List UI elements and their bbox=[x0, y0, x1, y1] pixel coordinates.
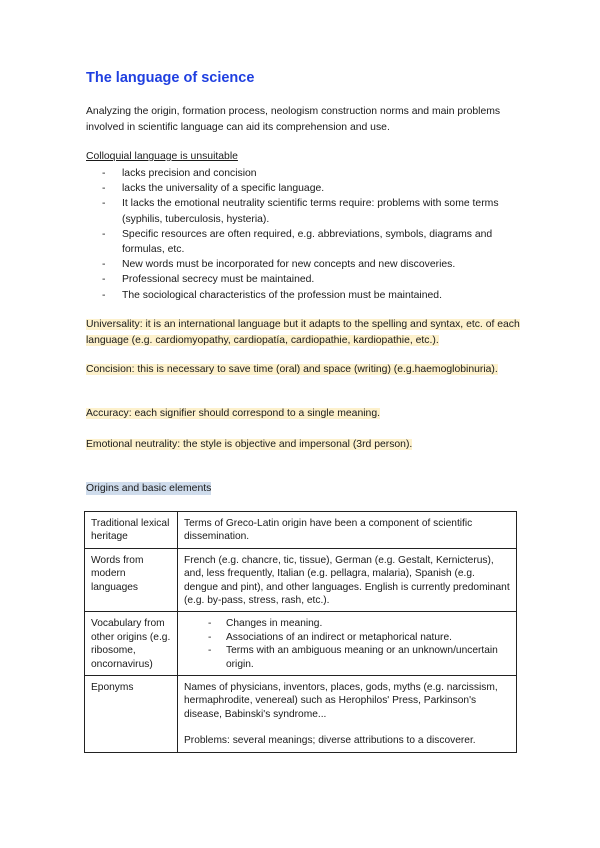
list-item: - The sociological characteristics of the profession must be maintained. bbox=[86, 288, 526, 303]
list-item: - Professional secrecy must be maintained. bbox=[86, 272, 526, 287]
table-row bbox=[85, 612, 517, 676]
intro-paragraph: Analyzing the origin, formation process, neologism construction norms and main problems involved in scientific language can aid its comprehension and use. bbox=[86, 106, 501, 133]
origins-heading: Origins and basic elements bbox=[86, 483, 212, 494]
neutrality-paragraph bbox=[86, 437, 526, 453]
list-item: - Changes in meaning. bbox=[184, 617, 510, 630]
eponyms-text: Names of physicians, inventors, places, gods, myths (e.g. narcissism, hermaphrodite, venereal) such as Herophilos' Press, Parkinson's disease, Babinski's syndrome... bbox=[184, 682, 498, 720]
vocabulary-list bbox=[184, 617, 510, 671]
list-item: - Specific resources are often required, e.g. abbreviations, symbols, diagrams and formulas, etc. bbox=[86, 227, 526, 257]
concision-paragraph bbox=[86, 362, 526, 378]
colloquial-list bbox=[86, 166, 526, 303]
row-label: Vocabulary from other origins (e.g. ribosome, oncornavirus) bbox=[85, 612, 178, 676]
colloquial-heading: Colloquial language is unsuitable bbox=[86, 151, 238, 162]
universality-paragraph bbox=[86, 317, 526, 348]
row-label: Words from modern languages bbox=[85, 548, 178, 612]
row-text: French (e.g. chancre, tic, tissue), German (e.g. Gestalt, Kernicterus), and, less frequently, Italian (e.g. pellagra, malaria), Spanish (e.g. dengue and pint), and other languages. English is currently predominant (e.g. by-pass, stress, rash, etc.). bbox=[178, 548, 517, 612]
list-item: - New words must be incorporated for new concepts and new discoveries. bbox=[86, 257, 526, 272]
eponyms-problems: Problems: several meanings; diverse attributions to a discoverer. bbox=[184, 735, 476, 747]
list-item: - It lacks the emotional neutrality scientific terms require: problems with some terms (syphilis, tuberculosis, hysteria). bbox=[86, 196, 526, 226]
page-title: The language of science bbox=[86, 70, 255, 86]
list-item: - lacks the universality of a specific language. bbox=[86, 181, 526, 196]
highlighted-text: Universality: it is an international language but it adapts to the spelling and syntax, etc. of each language (e.g. cardiomyopathy, cardiopatía, cardiopathie, kardiopathie, etc.). bbox=[86, 319, 520, 346]
accuracy-paragraph bbox=[86, 406, 526, 422]
highlighted-text: Emotional neutrality: the style is objective and impersonal (3rd person). bbox=[86, 439, 413, 450]
highlighted-text: Concision: this is necessary to save time (oral) and space (writing) (e.g.haemoglobinuria). bbox=[86, 364, 498, 375]
highlighted-text: Accuracy: each signifier should correspond to a single meaning. bbox=[86, 408, 380, 419]
row-label: Traditional lexical heritage bbox=[85, 512, 178, 549]
table-row bbox=[85, 512, 517, 549]
table-row bbox=[85, 548, 517, 612]
origins-table bbox=[84, 511, 517, 753]
list-item: - Terms with an ambiguous meaning or an unknown/uncertain origin. bbox=[184, 644, 510, 671]
row-list-cell bbox=[178, 612, 517, 676]
row-label: Eponyms bbox=[85, 676, 178, 753]
row-text: Terms of Greco-Latin origin have been a component of scientific dissemination. bbox=[178, 512, 517, 549]
list-item: - lacks precision and concision bbox=[86, 166, 526, 181]
list-item: - Associations of an indirect or metaphorical nature. bbox=[184, 631, 510, 644]
row-text-cell bbox=[178, 676, 517, 753]
table-row bbox=[85, 676, 517, 753]
